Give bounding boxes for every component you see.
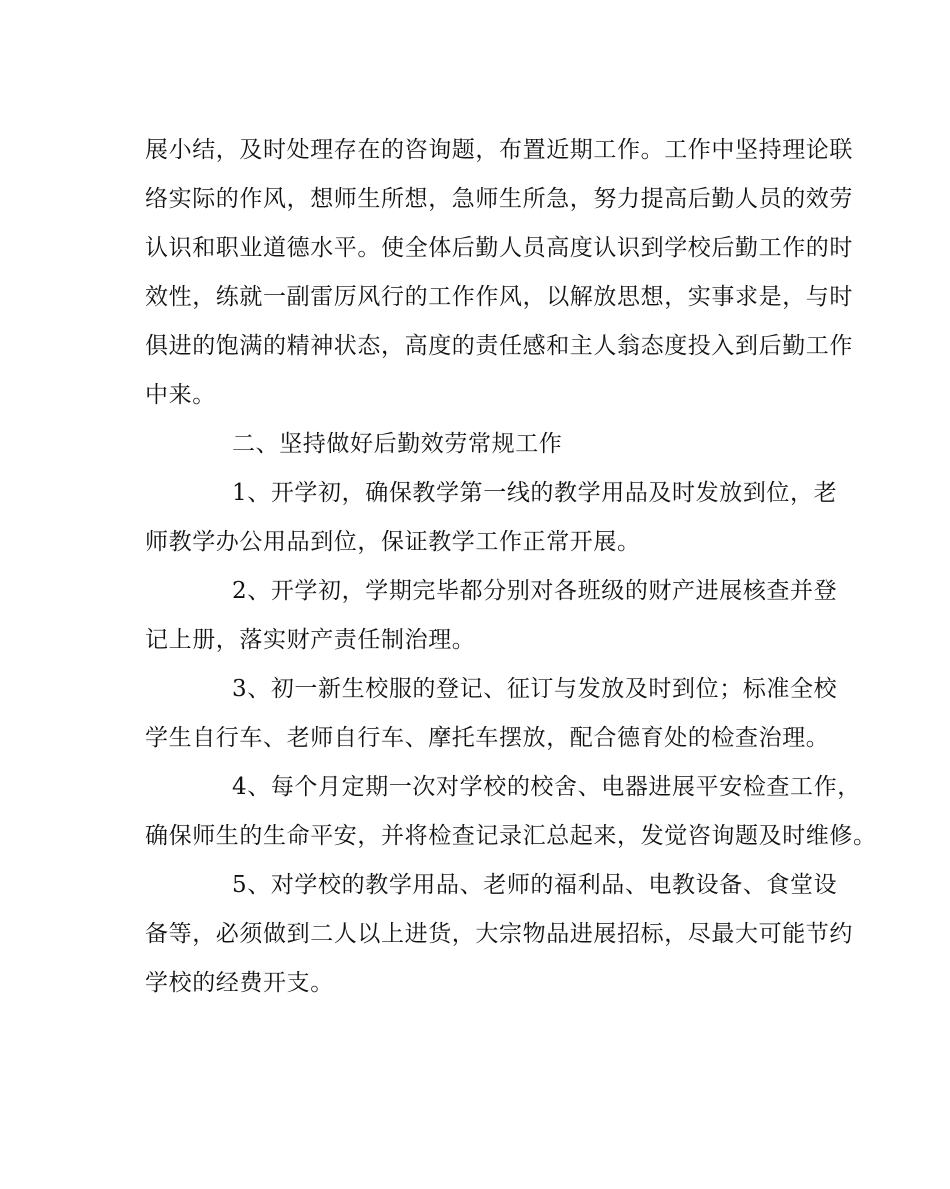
text-line: 络实际的作风，想师生所想，急师生所急，努力提高后勤人员的效劳: [145, 186, 853, 212]
text-line: 学生自行车、老师自行车、摩托车摆放，配合德育处的检查治理。: [145, 725, 830, 751]
list-item-1: 1、开学初，确保教学第一线的教学用品及时发放到位，老: [232, 480, 838, 506]
list-item-4: 4、每个月定期一次对学校的校舍、电器进展平安检查工作，: [232, 774, 861, 800]
text-line: 展小结，及时处理存在的咨询题，布置近期工作。工作中坚持理论联: [145, 137, 853, 163]
text-line: 中来。: [145, 382, 216, 408]
list-item-3: 3、初一新生校服的登记、征订与发放及时到位；标准全校: [232, 676, 838, 702]
text-line: 认识和职业道德水平。使全体后勤人员高度认识到学校后勤工作的时: [145, 235, 853, 261]
text-line: 确保师生的生命平安，并将检查记录汇总起来，发觉咨询题及时维修。: [145, 823, 877, 849]
list-item-5: 5、对学校的教学用品、老师的福利品、电教设备、食堂设: [232, 872, 838, 898]
list-item-2: 2、开学初，学期完毕都分别对各班级的财产进展核查并登: [232, 578, 838, 604]
text-line: 俱进的饱满的精神状态，高度的责任感和主人翁态度投入到后勤工作: [145, 333, 853, 359]
section-heading: 二、坚持做好后勤效劳常规工作: [232, 431, 563, 457]
text-line: 效性，练就一副雷厉风行的工作作风，以解放思想，实事求是，与时: [145, 284, 853, 310]
text-line: 备等，必须做到二人以上进货，大宗物品进展招标，尽最大可能节约: [145, 921, 853, 947]
text-line: 学校的经费开支。: [145, 970, 334, 996]
text-line: 记上册，落实财产责任制治理。: [145, 627, 476, 653]
text-line: 师教学办公用品到位，保证教学工作正常开展。: [145, 529, 641, 555]
